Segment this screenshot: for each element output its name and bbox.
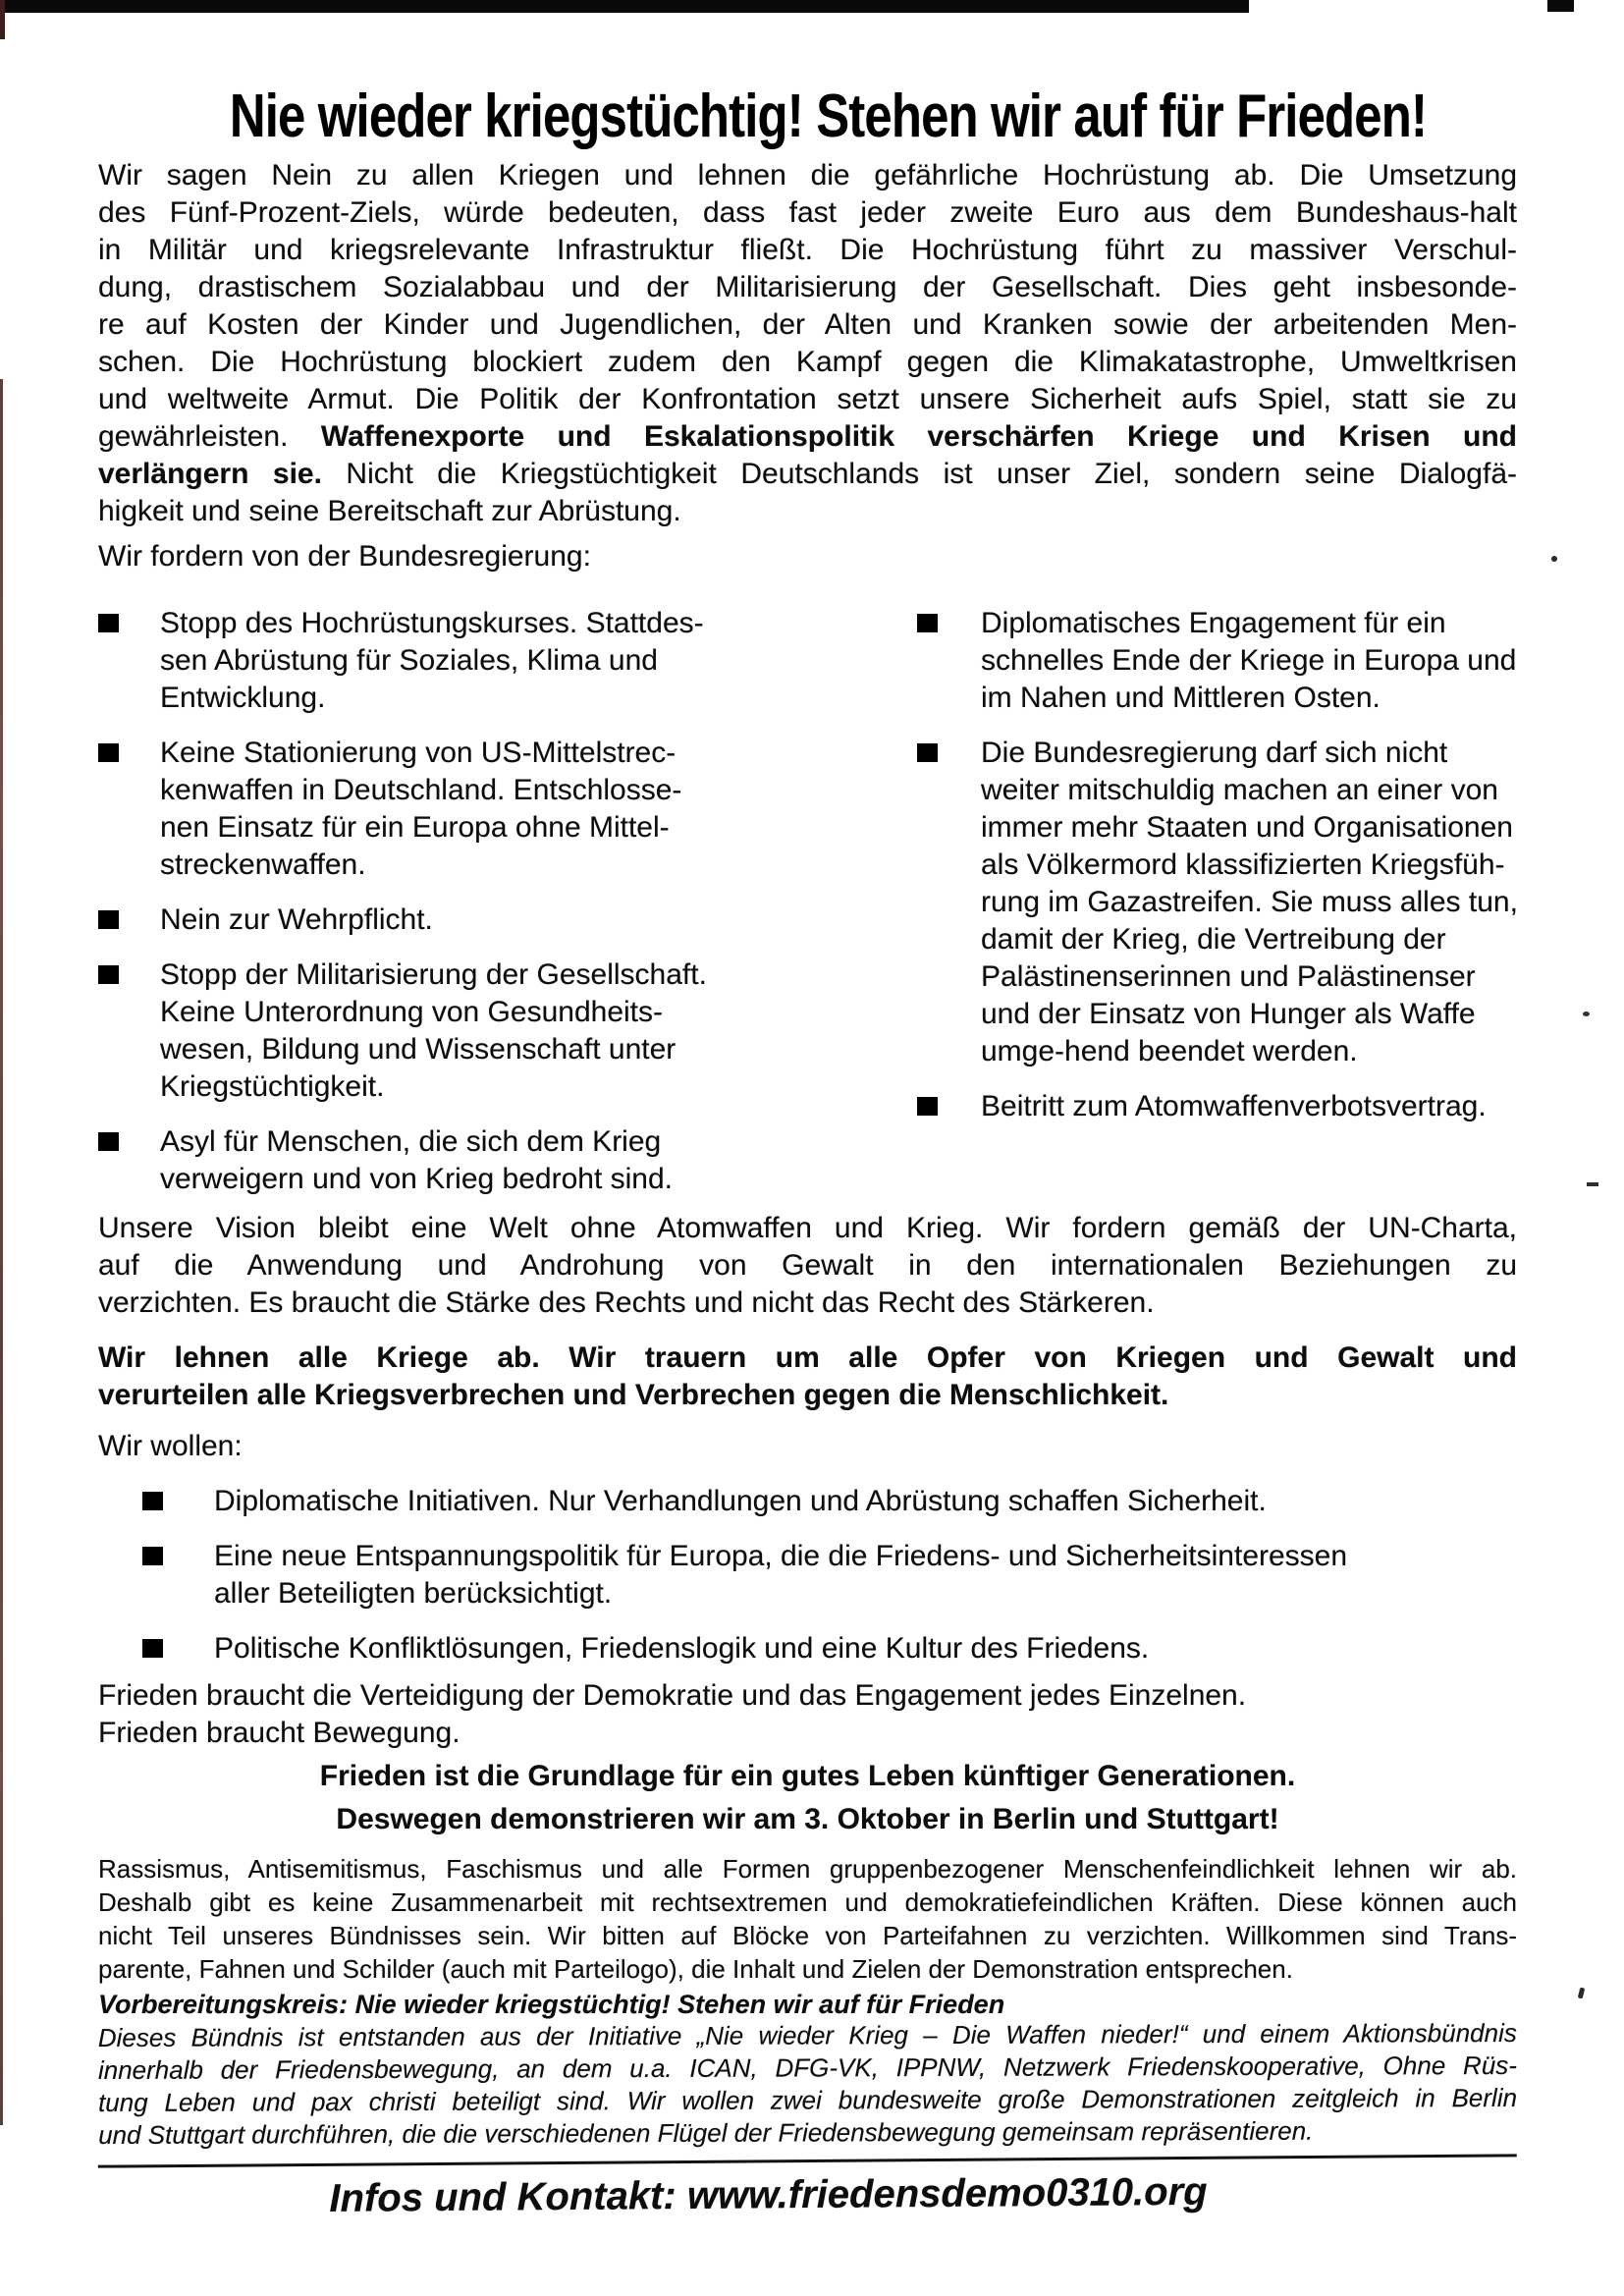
text-line: tung Leben und pax christi beteiligt sind. Wir wollen zwei bundesweite große Demonstrationen zeitgleich in Berlin [98, 2082, 1518, 2117]
text-line: gewährleisten. Waffenexporte und Eskalationspolitik verschärfen Kriege und Krisen und [98, 420, 1517, 453]
demand-item [917, 1088, 1518, 1125]
want-item [98, 1630, 1517, 1667]
text-line: nen Einsatz für ein Europa ohne Mittel- [160, 811, 670, 844]
demand-item [98, 957, 768, 1106]
appeal-block [98, 1758, 1517, 1838]
bullet-square-icon [98, 614, 119, 632]
text-line: in Militär und kriegsrelevante Infrastruktur fließt. Die Hochrüstung führt zu massiver Verschul- [98, 234, 1517, 266]
text-line: nicht Teil unseres Bündnisses sein. Wir bitten auf Blöcke von Parteifahnen zu verzichten. Willkommen sind Trans- [98, 1921, 1517, 1950]
disclaimer-paragraph [98, 1852, 1517, 1986]
text-line: und der Einsatz von Hunger als Waffe [981, 998, 1476, 1030]
appeal-line-2: Deswegen demonstrieren wir am 3. Oktober in Berlin und Stuttgart! [336, 1803, 1279, 1835]
text-line: Nein zur Wehrpflicht. [160, 903, 433, 936]
bullet-square-icon [98, 1132, 119, 1151]
text-line: verzichten. Es braucht die Stärke des Rechts und nicht das Recht des Stärkeren. [98, 1286, 1155, 1319]
demand-text [160, 902, 433, 939]
text-line: Politische Konfliktlösungen, Friedenslogik und eine Kultur des Friedens. [214, 1632, 1150, 1665]
text-line: Stopp der Militarisierung der Gesellschaft. [160, 958, 707, 991]
demands-right-column [917, 605, 1518, 1198]
text-line: weiter mitschuldig machen an einer von [981, 774, 1498, 806]
demand-item [98, 902, 768, 939]
text-line: higkeit und seine Bereitschaft zur Abrüstung. [98, 495, 681, 527]
text-line: damit der Krieg, die Vertreibung der [981, 923, 1446, 956]
scan-artifact-left-edge [0, 379, 3, 2125]
text-line: aller Beteiligten berücksichtigt. [214, 1577, 613, 1610]
demand-item [98, 605, 768, 717]
text-line: re auf Kosten der Kinder und Jugendlichen, der Alten und Kranken sowie der arbeitenden Men- [98, 308, 1517, 341]
text-line: als Völkermord klassifizierten Kriegsfüh- [981, 848, 1505, 881]
text-line: verurteilen alle Kriegsverbrechen und Verbrechen gegen die Menschlichkeit. [98, 1379, 1169, 1411]
text-line: des Fünf-Prozent-Ziels, würde bedeuten, dass fast jeder zweite Euro aus dem Bundeshaus-halt [98, 196, 1517, 229]
vision-paragraph [98, 1210, 1517, 1322]
text-line: Die Bundesregierung darf sich nicht [981, 737, 1448, 769]
appeal-line-1: Frieden ist die Grundlage für ein gutes Leben künftiger Generationen. [319, 1760, 1296, 1792]
text-line: Rassismus, Antisemitismus, Faschismus und alle Formen gruppenbezogener Menschenfeindlichkeit lehnen wir ab. [98, 1854, 1517, 1884]
want-text [214, 1483, 1267, 1520]
want-text [214, 1630, 1149, 1667]
wants-heading: Wir wollen: [98, 1430, 243, 1462]
scan-artifact-top-bar [0, 0, 1249, 13]
bullet-square-icon [98, 910, 119, 929]
text-line: auf die Anwendung und Androhung von Gewalt in den internationalen Beziehungen zu [98, 1249, 1517, 1282]
text-line: sen Abrüstung für Soziales, Klima und [160, 644, 658, 677]
contact-url: www.friedensdemo0310.org [686, 2169, 1208, 2217]
bullet-square-icon [98, 743, 119, 762]
contact-line [59, 2166, 1478, 2224]
text-line: Keine Stationierung von US-Mittelstrec- [160, 737, 677, 769]
scan-artifact-left-edge-top [0, 0, 5, 39]
intro-paragraph [98, 157, 1517, 530]
text-line: Stopp des Hochrüstungskurses. Stattdes- [160, 607, 704, 639]
text-line: schen. Die Hochrüstung blockiert zudem den Kampf gegen die Klimakatastrophe, Umweltkrisen [98, 346, 1517, 378]
text-line: parente, Fahnen und Schilder (auch mit Parteilogo), die Inhalt und Zielen der Demonstration entsprechen. [98, 1954, 1293, 1984]
text-line: Entwicklung. [160, 682, 326, 714]
bullet-square-icon [917, 1097, 938, 1116]
demand-text [981, 735, 1518, 1070]
demands-left-column [98, 605, 768, 1198]
contact-label: Infos und Kontakt: [329, 2173, 688, 2220]
bullet-square-icon [142, 1547, 163, 1565]
text-line: streckenwaffen. [160, 848, 366, 881]
want-text [214, 1538, 1347, 1613]
text-line: Keine Unterordnung von Gesundheits- [160, 996, 663, 1028]
text-line: immer mehr Staaten und Organisationen [981, 811, 1513, 844]
demands-columns [98, 605, 1517, 1198]
demands-heading: Wir fordern von der Bundesregierung: [98, 540, 591, 573]
bullet-square-icon [142, 1639, 163, 1658]
text-line: schnelles Ende der Kriege in Europa und [981, 644, 1517, 677]
text-line: Wir lehnen alle Kriege ab. Wir trauern um alle Opfer von Kriegen und Gewalt und [98, 1341, 1517, 1374]
want-item [98, 1483, 1517, 1520]
text-line: im Nahen und Mittleren Osten. [981, 682, 1380, 714]
scan-speck [1587, 1182, 1598, 1186]
text-line: Diplomatische Initiativen. Nur Verhandlungen und Abrüstung schaffen Sicherheit. [214, 1485, 1267, 1517]
text-line: Dieses Bündnis ist entstanden aus der Initiative „Nie wieder Krieg – Die Waffen nieder!“ und einem Aktionsbündnis [97, 2017, 1517, 2053]
demand-item [917, 735, 1518, 1070]
demand-text [981, 605, 1516, 717]
scan-speck [1583, 1011, 1590, 1016]
text-line: Frieden braucht Bewegung. [98, 1717, 460, 1749]
text-line: Unsere Vision bleibt eine Welt ohne Atomwaffen und Krieg. Wir fordern gemäß der UN-Charta, [98, 1212, 1517, 1244]
text-line: Asyl für Menschen, die sich dem Krieg [160, 1125, 662, 1158]
demand-text [981, 1088, 1487, 1125]
footer-block [98, 2154, 1517, 2223]
text-line: Frieden braucht die Verteidigung der Demokratie und das Engagement jedes Einzelnen. [98, 1679, 1247, 1712]
text-line: innerhalb der Friedensbewegung, an dem u.a. ICAN, DFG-VK, IPPNW, Netzwerk Friedenskooperative, Ohne Rüs- [97, 2050, 1517, 2085]
demand-item [917, 605, 1518, 717]
scan-speck [1551, 556, 1557, 562]
text-line: Eine neue Entspannungspolitik für Europa, die die Friedens- und Sicherheitsinteressen [214, 1540, 1348, 1572]
text-line: rung im Gazastreifen. Sie muss alles tun, [981, 886, 1518, 918]
text-line: dung, drastischem Sozialabbau und der Militarisierung der Gesellschaft. Dies geht insbesonde- [98, 271, 1517, 303]
text-line: Kriegstüchtigkeit. [160, 1070, 385, 1103]
demand-text [160, 735, 681, 884]
text-line: verlängern sie. Nicht die Kriegstüchtigkeit Deutschlands ist unser Ziel, sondern seine Dialogfä- [98, 458, 1517, 490]
bullet-square-icon [917, 614, 938, 632]
demand-text [160, 605, 704, 717]
bullet-square-icon [98, 965, 119, 984]
condemnation-paragraph [98, 1339, 1517, 1414]
demand-item [98, 1123, 768, 1198]
text-line: kenwaffen in Deutschland. Entschlosse- [160, 774, 682, 806]
text-line: umge-hend beendet werden. [981, 1035, 1358, 1067]
alliance-paragraph [98, 2017, 1517, 2152]
divider-rule [98, 2154, 1517, 2167]
text-line: Beitritt zum Atomwaffenverbotsvertrag. [981, 1090, 1487, 1122]
committee-heading: Vorbereitungskreis: Nie wieder kriegstüchtig! Stehen wir auf für Frieden [98, 1990, 1005, 2019]
peace-paragraph [98, 1677, 1517, 1752]
text-line: Wir sagen Nein zu allen Kriegen und lehnen die gefährliche Hochrüstung ab. Die Umsetzung [98, 159, 1517, 191]
text-line: und Stuttgart durchführen, die die verschiedenen Flügel der Friedensbewegung gemeinsam repräsentieren. [98, 2115, 1314, 2150]
text-line: verweigern und von Krieg bedroht sind. [160, 1163, 673, 1195]
demand-text [160, 957, 707, 1106]
scan-artifact-top-right-mark [1547, 0, 1574, 12]
text-line: und weltweite Armut. Die Politik der Konfrontation setzt unsere Sicherheit aufs Spiel, statt sie zu [98, 383, 1517, 415]
page-title: Nie wieder kriegstüchtig! Stehen wir auf für Frieden! [229, 82, 1428, 150]
wants-list [98, 1483, 1517, 1667]
text-line: wesen, Bildung und Wissenschaft unter [160, 1033, 677, 1066]
text-line: Deshalb gibt es keine Zusammenarbeit mit rechtsextremen und demokratiefeindlichen Kräften. Diese können auch [98, 1887, 1517, 1917]
want-item [98, 1538, 1517, 1613]
text-line: Palästinenserinnen und Palästinenser [981, 960, 1476, 993]
demand-text [160, 1123, 673, 1198]
bullet-square-icon [142, 1492, 163, 1510]
text-line: Diplomatisches Engagement für ein [981, 607, 1446, 639]
demand-item [98, 735, 768, 884]
bullet-square-icon [917, 743, 938, 762]
